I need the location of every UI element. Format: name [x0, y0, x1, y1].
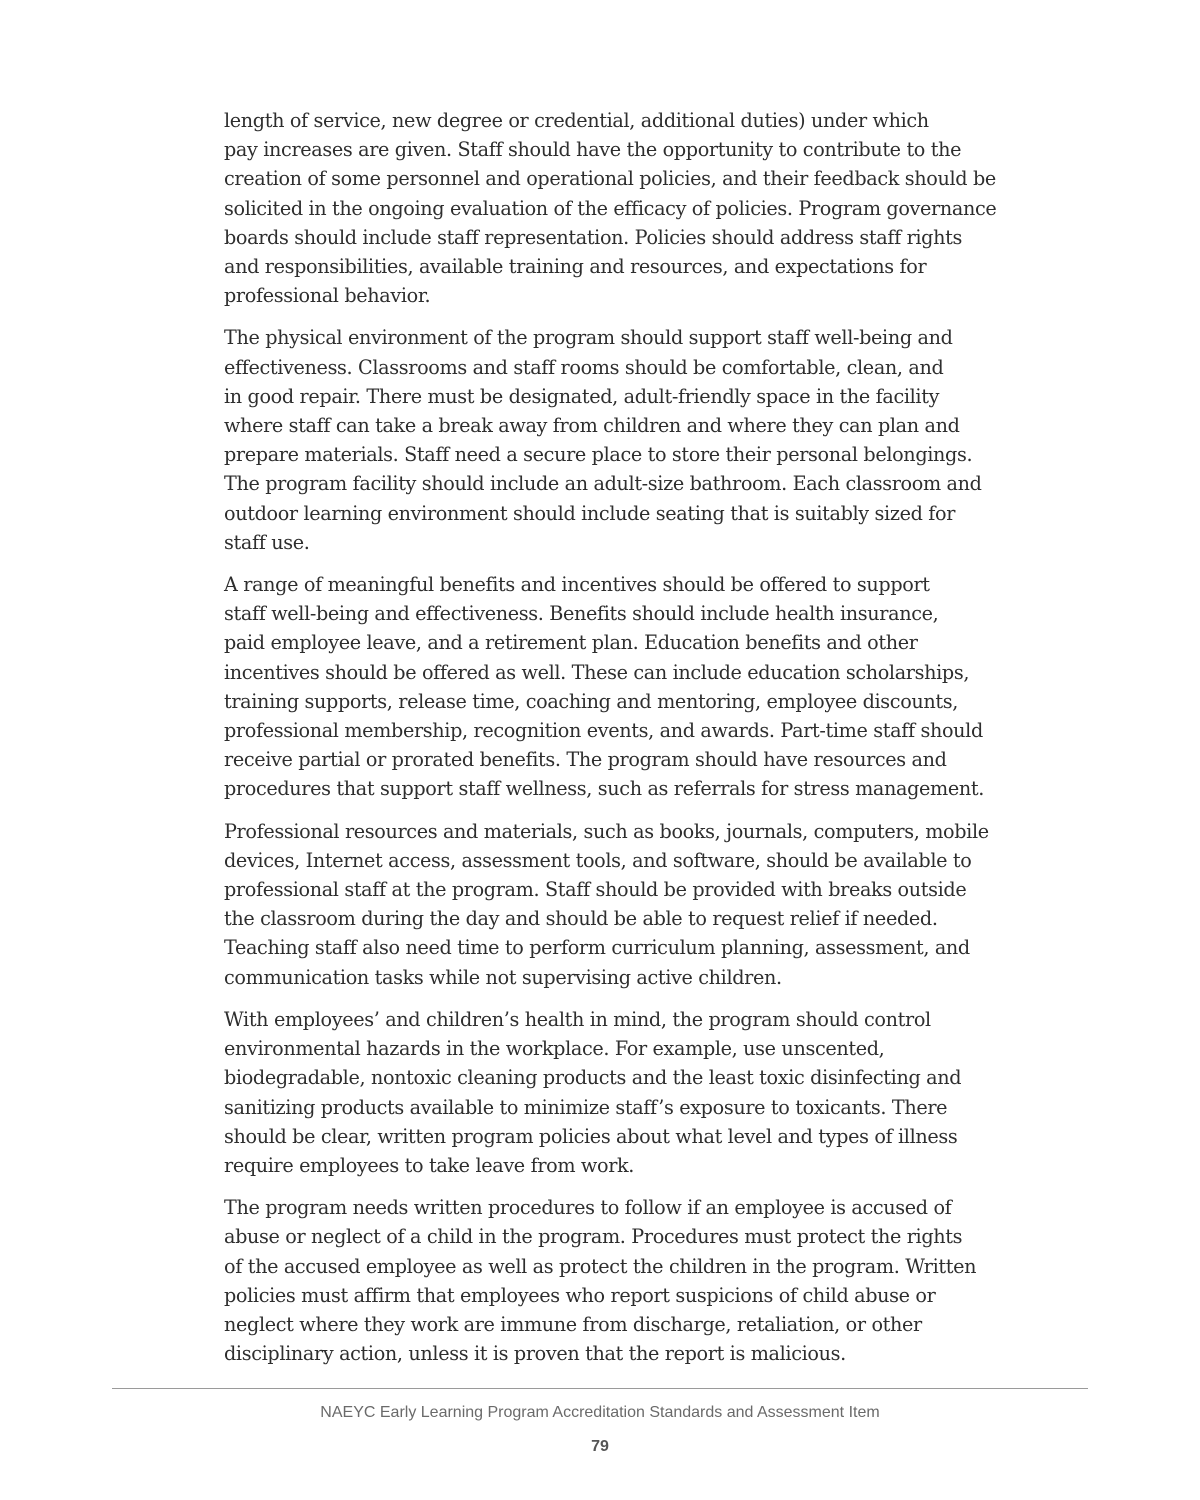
text-line: training supports, release time, coaching and mentoring, employee discounts,	[224, 689, 959, 713]
text-line: procedures that support staff wellness, such as referrals for stress management.	[224, 777, 985, 801]
text-line: solicited in the ongoing evaluation of the efficacy of policies. Program governance	[224, 196, 997, 220]
text-line: require employees to take leave from work.	[224, 1153, 635, 1177]
paragraph	[224, 323, 1024, 557]
text-line: staff well-being and effectiveness. Benefits should include health insurance,	[224, 602, 939, 626]
text-line: and responsibilities, available training and resources, and expectations for	[224, 255, 927, 279]
text-line: outdoor learning environment should include seating that is suitably sized for	[224, 501, 956, 525]
footer-title: NAEYC Early Learning Program Accreditation Standards and Assessment Item	[320, 1404, 880, 1421]
text-line: A range of meaningful benefits and incentives should be offered to support	[224, 573, 930, 597]
paragraph	[224, 106, 1024, 310]
page-number: 79	[591, 1438, 609, 1455]
text-line: staff use.	[224, 530, 310, 554]
text-line: professional membership, recognition events, and awards. Part-time staff should	[224, 719, 983, 743]
paragraph	[224, 817, 1024, 992]
text-line: Professional resources and materials, such as books, journals, computers, mobile	[224, 819, 989, 843]
text-line: neglect where they work are immune from discharge, retaliation, or other	[224, 1312, 922, 1336]
paragraph	[224, 1005, 1024, 1180]
paragraph	[224, 1193, 1024, 1368]
text-line: pay increases are given. Staff should have the opportunity to contribute to the	[224, 138, 962, 162]
text-line: length of service, new degree or credential, additional duties) under which	[224, 109, 929, 132]
text-line: The program needs written procedures to follow if an employee is accused of	[224, 1196, 952, 1220]
body-text	[224, 106, 1024, 1381]
text-line: should be clear, written program policies about what level and types of illness	[224, 1124, 958, 1148]
text-line: effectiveness. Classrooms and staff rooms should be comfortable, clean, and	[224, 355, 944, 379]
text-line: the classroom during the day and should be able to request relief if needed.	[224, 907, 938, 931]
text-line: With employees’ and children’s health in mind, the program should control	[224, 1007, 931, 1031]
text-line: professional staff at the program. Staff should be provided with breaks outside	[224, 878, 967, 902]
text-line: professional behavior.	[224, 284, 431, 308]
text-line: devices, Internet access, assessment tools, and software, should be available to	[224, 848, 972, 872]
text-line: abuse or neglect of a child in the program. Procedures must protect the rights	[224, 1225, 963, 1249]
text-line: communication tasks while not supervising active children.	[224, 965, 782, 989]
text-line: prepare materials. Staff need a secure place to store their personal belongings.	[224, 443, 973, 467]
text-line: receive partial or prorated benefits. The program should have resources and	[224, 748, 947, 772]
text-line: in good repair. There must be designated, adult-friendly space in the facility	[224, 384, 940, 408]
text-line: The physical environment of the program should support staff well-being and	[224, 326, 953, 350]
paragraph	[224, 570, 1024, 804]
text-line: where staff can take a break away from children and where they can plan and	[224, 414, 960, 438]
text-line: Teaching staff also need time to perform curriculum planning, assessment, and	[224, 936, 970, 960]
text-line: creation of some personnel and operational policies, and their feedback should be	[224, 167, 996, 191]
text-line: policies must affirm that employees who report suspicions of child abuse or	[224, 1283, 936, 1307]
text-line: boards should include staff representation. Policies should address staff rights	[224, 225, 962, 249]
text-line: incentives should be offered as well. These can include education scholarships,	[224, 660, 970, 684]
text-line: sanitizing products available to minimize staff’s exposure to toxicants. There	[224, 1095, 948, 1119]
text-line: disciplinary action, unless it is proven that the report is malicious.	[224, 1342, 846, 1366]
footer-divider	[112, 1388, 1088, 1389]
text-line: of the accused employee as well as protect the children in the program. Written	[224, 1254, 977, 1278]
text-line: The program facility should include an adult-size bathroom. Each classroom and	[224, 472, 982, 496]
text-line: environmental hazards in the workplace. For example, use unscented,	[224, 1037, 885, 1061]
text-line: biodegradable, nontoxic cleaning products and the least toxic disinfecting and	[224, 1066, 962, 1090]
text-line: paid employee leave, and a retirement plan. Education benefits and other	[224, 631, 918, 655]
